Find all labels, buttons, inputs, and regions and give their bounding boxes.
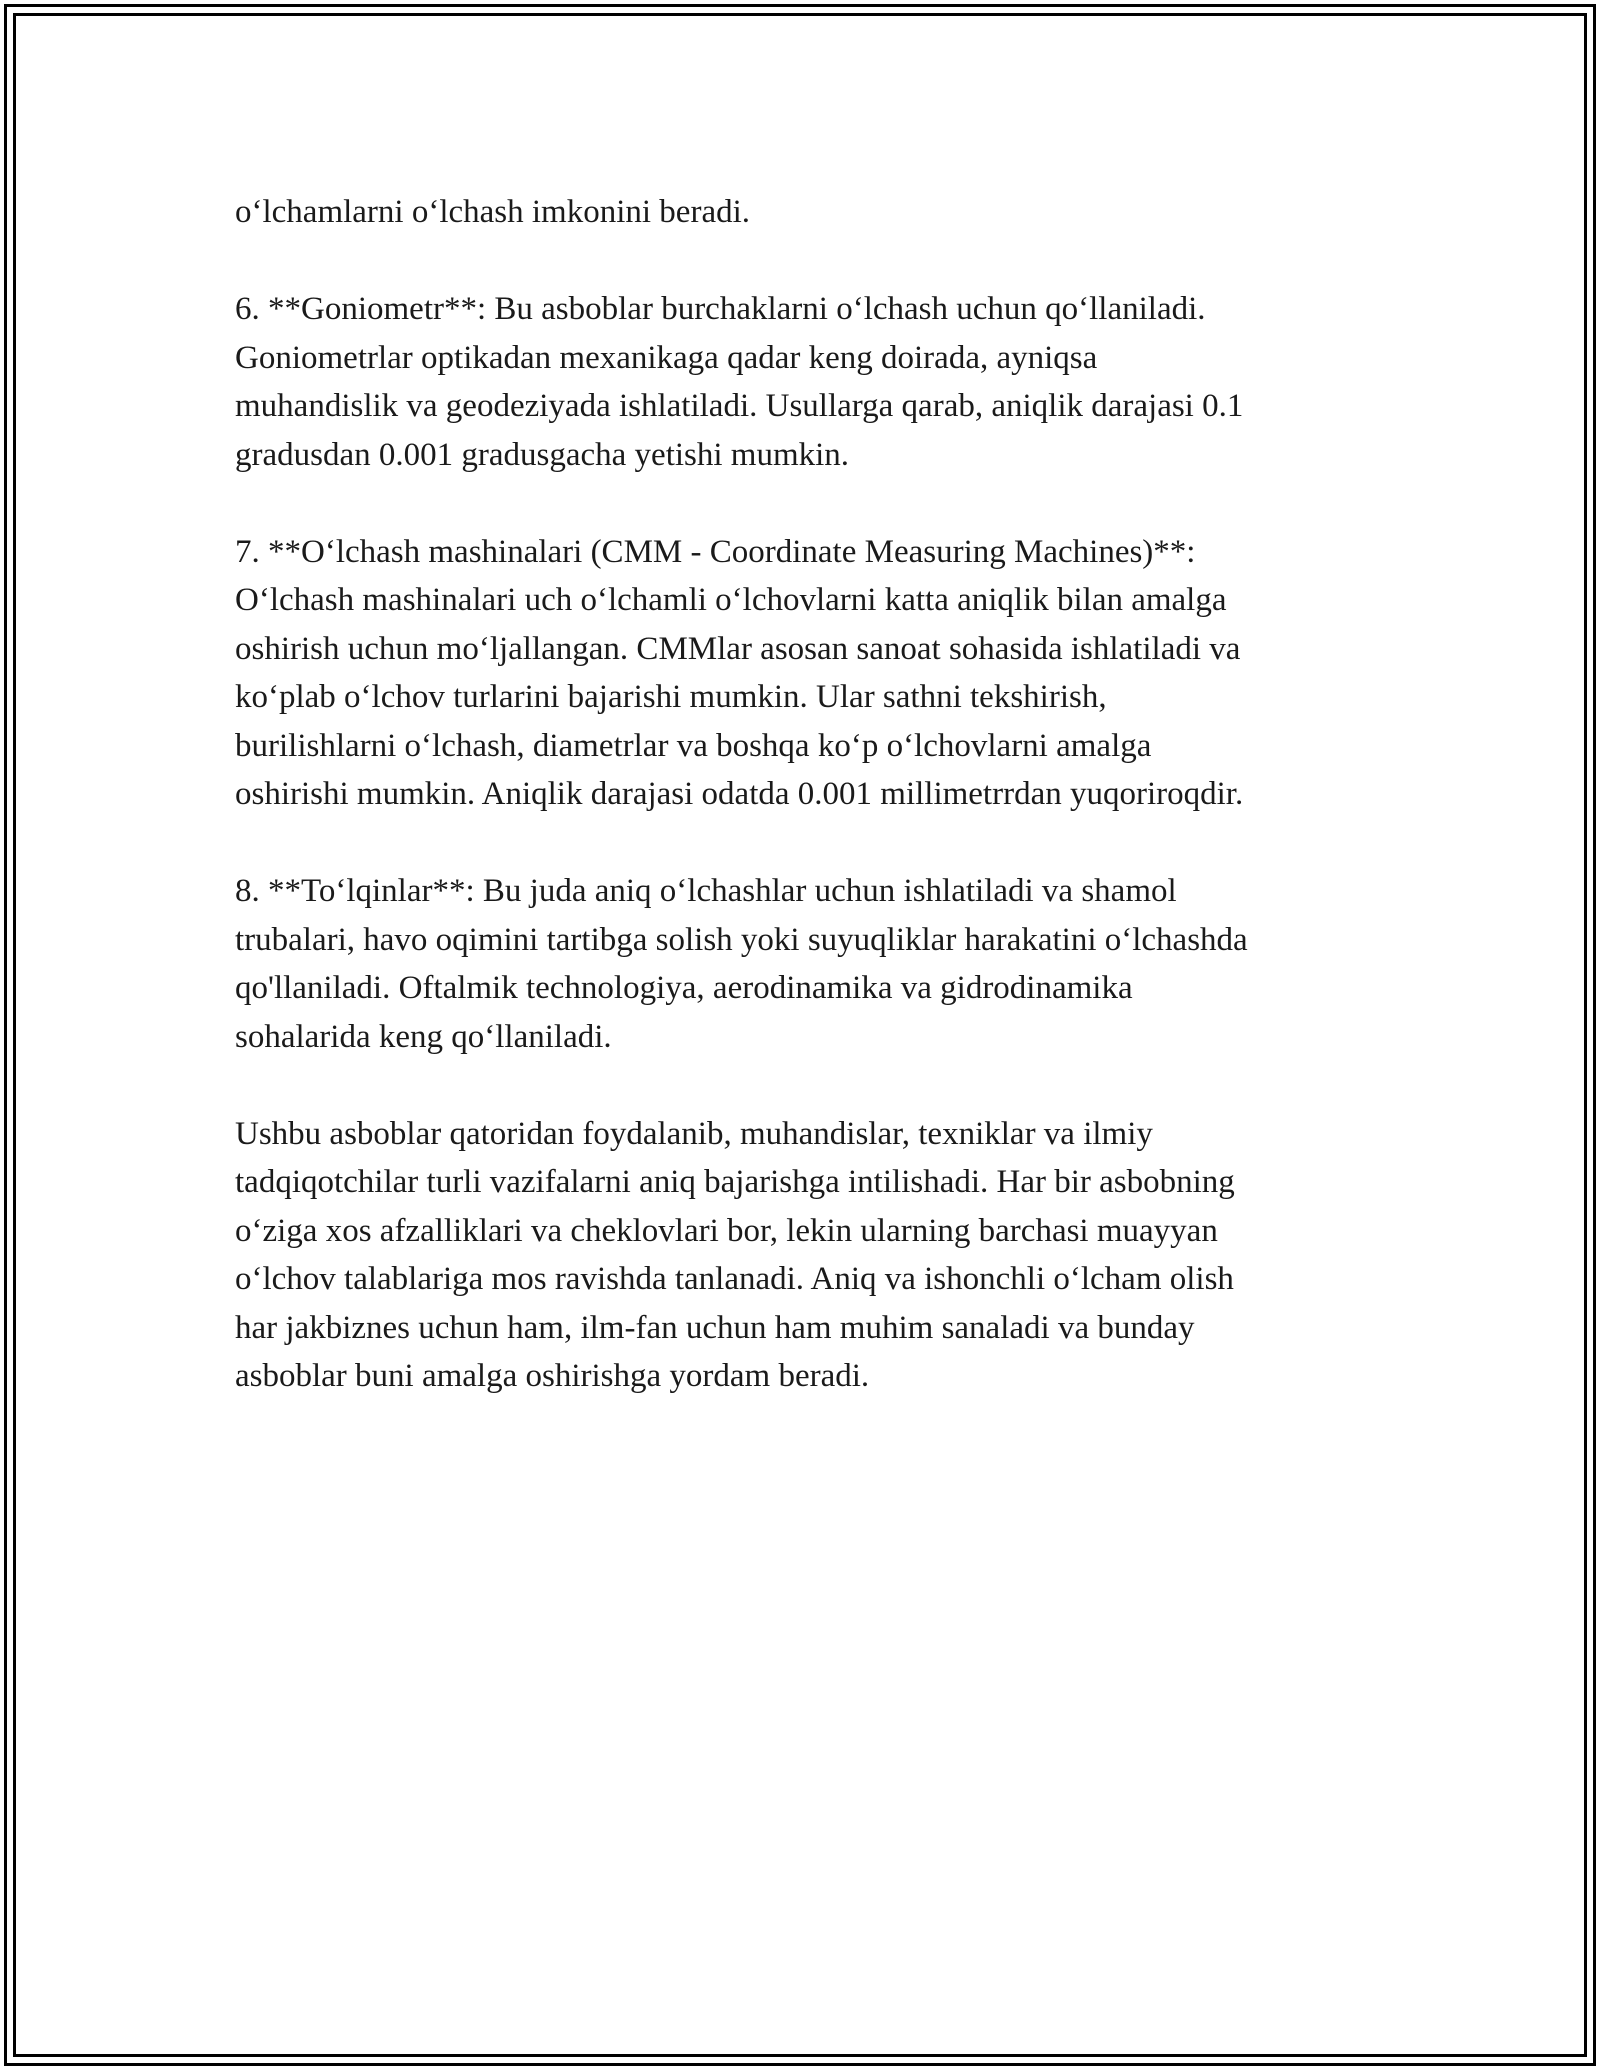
text-line: qo'llaniladi. Oftalmik technologiya, aerodinamika va gidrodinamika [235, 970, 1133, 1006]
text-line: o‘lchamlarni o‘lchash imkonini beradi. [235, 194, 751, 230]
paragraph-cmm [235, 528, 1375, 819]
text-line: oshirish uchun mo‘ljallangan. CMMlar asosan sanoat sohasida ishlatiladi va [235, 630, 1241, 667]
text-line: 6. **Goniometr**: Bu asboblar burchaklarni o‘lchash uchun qo‘llaniladi. [235, 291, 1206, 327]
text-line: tadqiqotchilar turli vazifalarni aniq bajarishga intilishadi. Har bir asbobning [235, 1164, 1235, 1200]
text-line: Goniometrlar optikadan mexanikaga qadar keng doirada, ayniqsa [235, 339, 1098, 376]
document-body [235, 188, 1375, 1449]
text-line: o‘lchov talablariga mos ravishda tanlanadi. Aniq va ishonchli o‘lcham olish [235, 1261, 1234, 1297]
text-line: asboblar buni amalga oshirishga yordam beradi. [235, 1358, 870, 1394]
text-line: sohalarida keng qo‘llaniladi. [235, 1018, 612, 1055]
text-line: muhandislik va geodeziyada ishlatiladi. Usullarga qarab, aniqlik darajasi 0.1 [235, 388, 1244, 424]
paragraph-goniometr [235, 285, 1375, 479]
text-line: 8. **To‘lqinlar**: Bu juda aniq o‘lchashlar uchun ishlatiladi va shamol [235, 873, 1177, 909]
text-line: har jakbiznes uchun ham, ilm-fan uchun ham muhim sanaladi va bunday [235, 1309, 1195, 1346]
text-line: trubalari, havo oqimini tartibga solish yoki suyuqliklar harakatini o‘lchashda [235, 921, 1248, 958]
text-line: ko‘plab o‘lchov turlarini bajarishi mumkin. Ular sathni tekshirish, [235, 679, 1107, 715]
text-line: gradusdan 0.001 gradusgacha yetishi mumkin. [235, 436, 850, 473]
text-line: o‘ziga xos afzalliklari va cheklovlari bor, lekin ularning barchasi muayyan [235, 1212, 1218, 1249]
paragraph-conclusion [235, 1110, 1375, 1401]
paragraph-tolqinlar [235, 867, 1375, 1061]
text-line: burilishlarni o‘lchash, diametrlar va boshqa ko‘p o‘lchovlarni amalga [235, 727, 1152, 764]
text-line: O‘lchash mashinalari uch o‘lchamli o‘lchovlarni katta aniqlik bilan amalga [235, 582, 1227, 618]
text-line: Ushbu asboblar qatoridan foydalanib, muhandislar, texniklar va ilmiy [235, 1115, 1153, 1152]
text-line: oshirishi mumkin. Aniqlik darajasi odatda 0.001 millimetrrdan yuqoriroqdir. [235, 776, 1244, 812]
text-line: 7. **O‘lchash mashinalari (CMM - Coordinate Measuring Machines)**: [235, 533, 1196, 570]
paragraph-continuation [235, 188, 1375, 237]
